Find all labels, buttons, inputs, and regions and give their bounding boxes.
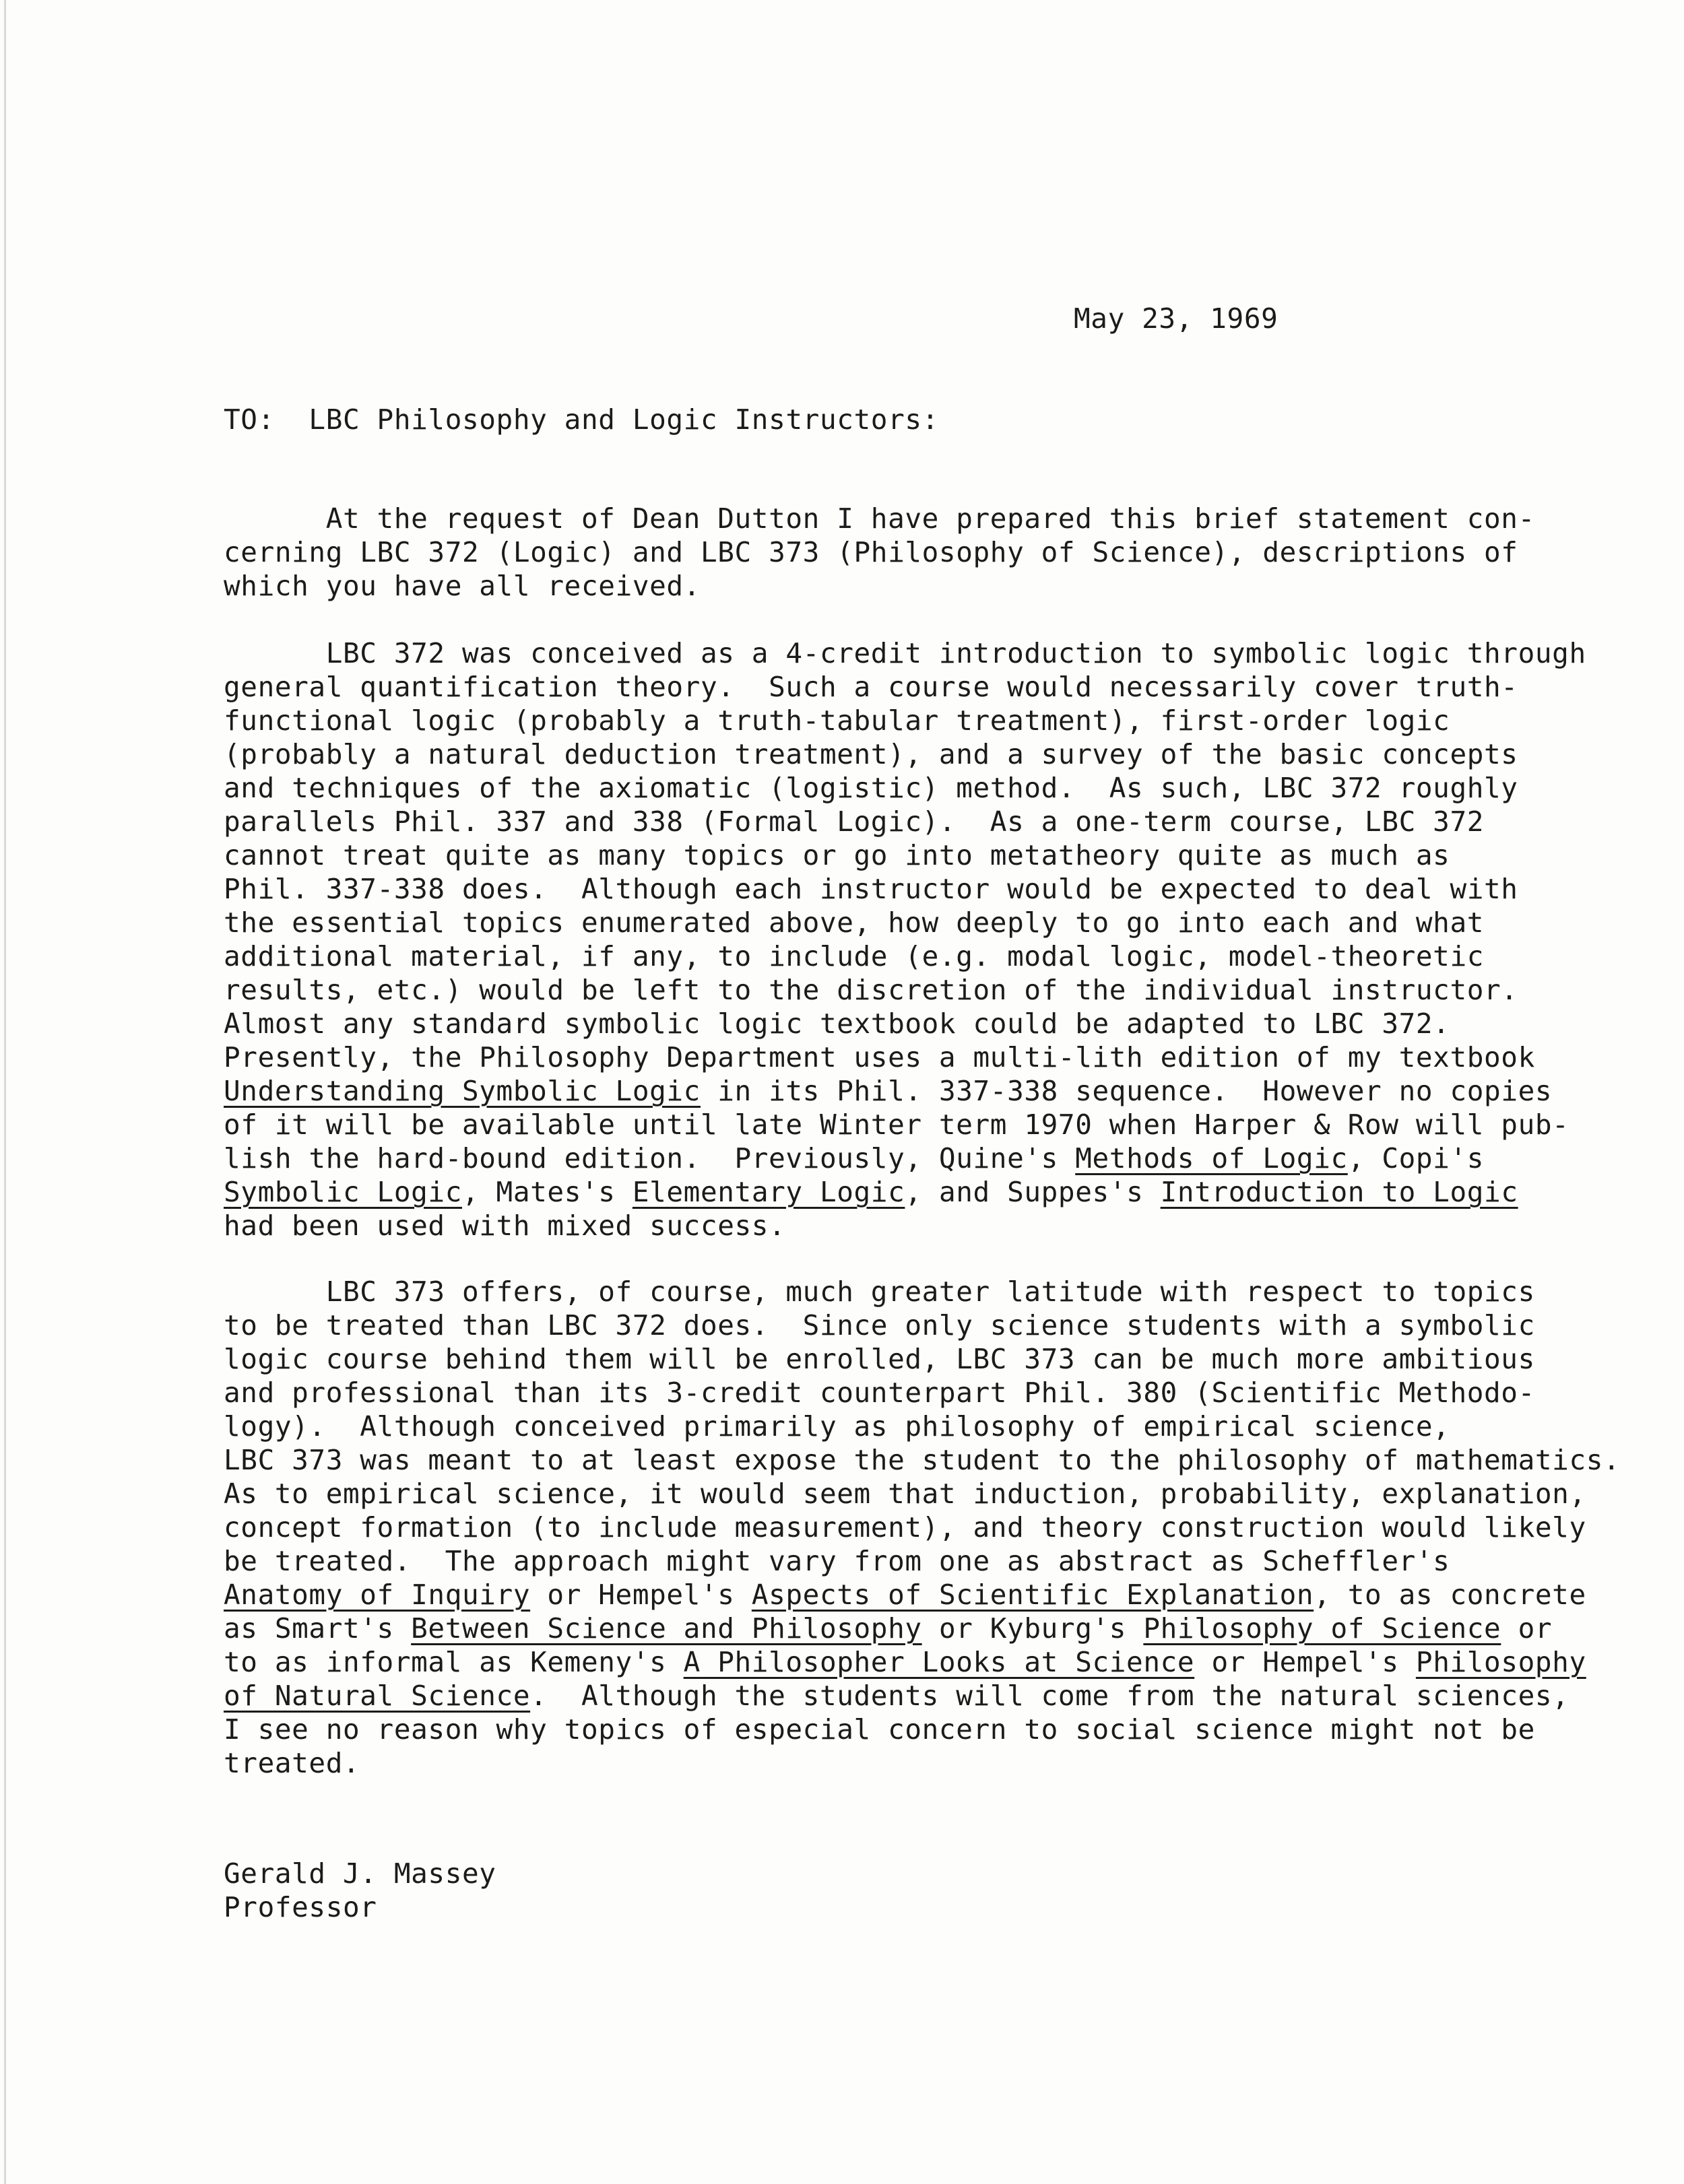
text-segment: and techniques of the axiomatic (logistic) method. As such, LBC 372 roughly xyxy=(224,772,1518,804)
text-segment: LBC 372 was conceived as a 4-credit introduction to symbolic logic through xyxy=(224,637,1586,669)
recipient-line: TO: LBC Philosophy and Logic Instructors: xyxy=(224,403,939,436)
body-text-line xyxy=(224,535,1518,569)
text-segment: or Hempel's xyxy=(1194,1646,1416,1678)
text-segment: , to as concrete xyxy=(1314,1579,1586,1611)
text-segment: or Kyburg's xyxy=(921,1612,1144,1645)
body-text-line xyxy=(224,502,1535,535)
text-segment: to as informal as Kemeny's xyxy=(224,1646,684,1678)
book-title: Introduction to Logic xyxy=(1160,1176,1518,1208)
text-segment: , and Suppes's xyxy=(905,1176,1161,1208)
text-segment: to be treated than LBC 372 does. Since only science students with a symbolic xyxy=(224,1309,1535,1342)
body-text-line xyxy=(224,704,1450,737)
body-text-line xyxy=(224,1544,1450,1578)
body-text-line xyxy=(224,1309,1535,1342)
body-text-line xyxy=(224,1746,360,1780)
text-segment: additional material, if any, to include (e.g. modal logic, model-theoretic xyxy=(224,940,1485,972)
text-segment: of it will be available until late Winter term 1970 when Harper & Row will pub- xyxy=(224,1108,1569,1141)
text-segment: I see no reason why topics of especial concern to social science might not be xyxy=(224,1713,1535,1746)
text-segment: , Copi's xyxy=(1347,1142,1485,1174)
text-segment: concept formation (to include measurement), and theory construction would likely xyxy=(224,1511,1586,1544)
text-segment: As to empirical science, it would seem that induction, probability, explanation, xyxy=(224,1478,1586,1510)
body-text-line xyxy=(224,636,1586,670)
book-title: A Philosopher Looks at Science xyxy=(683,1646,1195,1678)
body-text-line xyxy=(224,1713,1535,1746)
body-text-line xyxy=(224,1511,1586,1544)
book-title: Philosophy of Science xyxy=(1143,1612,1501,1645)
body-text-line xyxy=(224,737,1518,771)
body-text-line xyxy=(224,838,1450,872)
text-segment: Phil. 337-338 does. Although each instructor would be expected to deal with xyxy=(224,873,1518,905)
body-text-line xyxy=(224,1443,1620,1477)
text-segment: or xyxy=(1501,1612,1553,1645)
text-segment: parallels Phil. 337 and 338 (Formal Logic). As a one-term course, LBC 372 xyxy=(224,805,1485,838)
text-segment: . Although the students will come from the natural sciences, xyxy=(530,1680,1569,1712)
text-segment: (probably a natural deduction treatment), and a survey of the basic concepts xyxy=(224,738,1518,770)
body-text-line xyxy=(224,771,1518,805)
body-text-line xyxy=(224,1007,1450,1040)
body-text-line xyxy=(224,939,1484,973)
text-segment: and professional than its 3-credit counterpart Phil. 380 (Scientific Methodo- xyxy=(224,1377,1535,1409)
text-segment: LBC 373 was meant to at least expose the student to the philosophy of mathematics. xyxy=(224,1444,1621,1476)
body-text-line xyxy=(224,1209,785,1243)
text-segment: logic course behind them will be enrolled, LBC 373 can be much more ambitious xyxy=(224,1343,1535,1375)
text-segment: treated. xyxy=(224,1747,360,1779)
book-title: Philosophy xyxy=(1415,1646,1586,1678)
book-title: Aspects of Scientific Explanation xyxy=(751,1579,1314,1611)
text-segment: , Mates's xyxy=(461,1176,633,1208)
text-segment: At the request of Dean Dutton I have prepared this brief statement con- xyxy=(224,502,1535,535)
book-title: Between Science and Philosophy xyxy=(411,1612,922,1645)
text-segment: as Smart's xyxy=(224,1612,412,1645)
body-text-line xyxy=(224,1410,1450,1443)
body-text-line xyxy=(224,906,1484,939)
text-segment: cerning LBC 372 (Logic) and LBC 373 (Philosophy of Science), descriptions of xyxy=(224,536,1518,568)
body-text-line xyxy=(224,670,1518,704)
text-segment: cannot treat quite as many topics or go into metatheory quite as much as xyxy=(224,839,1450,871)
book-title: Elementary Logic xyxy=(632,1176,905,1208)
book-title: Methods of Logic xyxy=(1075,1142,1348,1174)
book-title: of Natural Science xyxy=(224,1680,531,1712)
body-text-line xyxy=(224,1040,1535,1074)
signature-name: Gerald J. Massey xyxy=(224,1857,496,1890)
body-text-line xyxy=(224,1175,1518,1209)
book-title: Symbolic Logic xyxy=(224,1176,462,1208)
body-text-line xyxy=(224,1376,1535,1410)
text-segment: be treated. The approach might vary from one as abstract as Scheffler's xyxy=(224,1545,1450,1577)
text-segment: results, etc.) would be left to the discretion of the individual instructor. xyxy=(224,974,1518,1006)
book-title: Understanding Symbolic Logic xyxy=(224,1075,701,1107)
body-text-line xyxy=(224,1578,1586,1612)
text-segment: which you have all received. xyxy=(224,570,701,602)
body-text-line xyxy=(224,1612,1552,1645)
text-segment: Almost any standard symbolic logic textbook could be adapted to LBC 372. xyxy=(224,1007,1450,1040)
text-segment: functional logic (probably a truth-tabular treatment), first-order logic xyxy=(224,704,1450,737)
text-segment: Presently, the Philosophy Department uses a multi-lith edition of my textbook xyxy=(224,1041,1535,1073)
book-title: Anatomy of Inquiry xyxy=(224,1579,531,1611)
body-text-line xyxy=(224,872,1518,906)
body-text-line xyxy=(224,1477,1586,1511)
text-segment: logy). Although conceived primarily as philosophy of empirical science, xyxy=(224,1410,1450,1443)
body-text-line xyxy=(224,805,1484,838)
signature-title: Professor xyxy=(224,1891,377,1923)
body-text-line xyxy=(224,1645,1586,1679)
text-segment: the essential topics enumerated above, how deeply to go into each and what xyxy=(224,906,1485,939)
text-segment: or Hempel's xyxy=(530,1579,752,1611)
body-text-line xyxy=(224,1108,1569,1141)
text-segment: had been used with mixed success. xyxy=(224,1210,786,1242)
text-segment: in its Phil. 337-338 sequence. However no copies xyxy=(700,1075,1553,1107)
body-text-line xyxy=(224,1679,1569,1713)
body-text-line xyxy=(224,1074,1552,1108)
text-segment: lish the hard-bound edition. Previously, Quine's xyxy=(224,1142,1076,1174)
body-text-line xyxy=(224,569,701,603)
text-segment: LBC 373 offers, of course, much greater latitude with respect to topics xyxy=(224,1276,1535,1308)
page-edge-shadow xyxy=(4,0,6,2184)
body-text-line xyxy=(224,1141,1484,1175)
body-text-line xyxy=(224,973,1518,1007)
body-text-line xyxy=(224,1342,1535,1376)
body-text-line xyxy=(224,1275,1535,1309)
text-segment: general quantification theory. Such a course would necessarily cover truth- xyxy=(224,671,1518,703)
letter-date: May 23, 1969 xyxy=(1074,302,1278,335)
